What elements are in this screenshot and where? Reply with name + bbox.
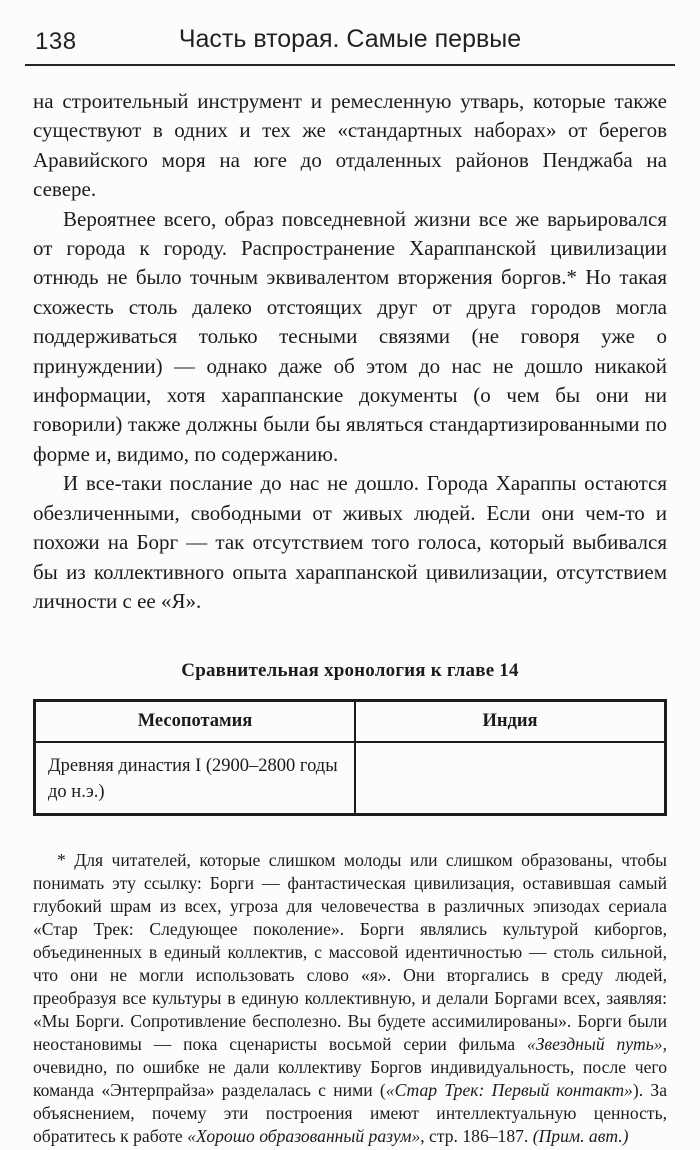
cell-mesopotamia: Древняя династия I (2900–2800 годы до н.э.) xyxy=(35,742,356,815)
running-head xyxy=(33,24,667,58)
cell-india xyxy=(355,742,665,815)
paragraph: Вероятнее всего, образ повседневной жизни все же варьировался от города к городу. Распространение Хараппанской цивилизации отнюдь не было точным эквивалентом вторжения боргов.* Но такая схожесть столь далеко отстоящих друг от друга городов могла поддерживаться только тесными связями (не говоря уже о принуждении) — однако даже об этом до нас не дошло никакой информации, хотя хараппанские документы (о чем бы они ни говорили) также должны были бы являться стандартизированными по форме и, видимо, по содержанию. xyxy=(33,206,667,466)
body-text xyxy=(33,87,667,616)
footnote-title-italic: «Стар Трек: Первый контакт» xyxy=(385,1080,633,1101)
paragraph: на строительный инструмент и ремесленную утварь, которые также существуют в одних и тех же «стандартных наборах» от берегов Аравийского моря на юге до отдаленных районов Пенджаба на севере. xyxy=(33,89,667,202)
footnote-title-italic: «Хорошо образованный разум» xyxy=(187,1126,421,1147)
table-title: Сравнительная хронология к главе 14 xyxy=(181,660,519,682)
footnote-segment: ). За объяснением, почему эти построения имеют интеллектуальную ценность, обратитесь к работе xyxy=(33,1080,668,1147)
footnote-segment: * Для читателей, которые слишком молоды или слишком образованы, чтобы понимать эту ссылку: Борги — фантастическая цивилизация, оставившая самый глубокий шрам из всех, угроза для человечества в различных эпизодах сериала «Стар Трек: Следующее поколение». Борги являлись культурой киборгов, объединенных в единый коллектив, с массовой идентичностью — столь сильной, что они не могли использовать слово «я». Они вторгались в среду людей, преобразуя все культуры в единую коллективную, и делали Боргами всех, заявляя: «Мы Борги. Сопротивление бесполезно. Вы будете ассимилированы». Борги были неостановимы — пока сценаристы восьмой серии фильма xyxy=(33,850,667,1055)
footnote xyxy=(33,849,667,1148)
header-rule xyxy=(25,64,675,66)
chronology-table xyxy=(33,699,667,816)
paragraph: И все-таки послание до нас не дошло. Города Хараппы остаются обезличенными, свободными от живых людей. Если они чем-то и похожи на Борг — так отсутствием того голоса, который выбивался бы из коллективного опыта хараппанской цивилизации, отсутствием личности с ее «Я». xyxy=(33,471,667,613)
table-header-row xyxy=(35,701,666,743)
running-header-title: Часть вторая. Самые первые xyxy=(178,25,522,53)
table-row xyxy=(35,742,666,815)
column-header-mesopotamia: Месопотамия xyxy=(35,701,356,743)
page-number: 138 xyxy=(35,28,77,55)
footnote-author-note-italic: (Прим. авт.) xyxy=(532,1126,629,1147)
footnote-segment: , очевидно, по ошибке не дали коллективу Боргов индивидуальность, после чего команда «Энтерпрайза» разделалась с ними ( xyxy=(33,1034,667,1101)
column-header-india: Индия xyxy=(355,701,665,743)
footnote-segment: , стр. 186–187. xyxy=(420,1126,533,1147)
footnote-title-italic: «Звездный путь» xyxy=(526,1034,663,1055)
